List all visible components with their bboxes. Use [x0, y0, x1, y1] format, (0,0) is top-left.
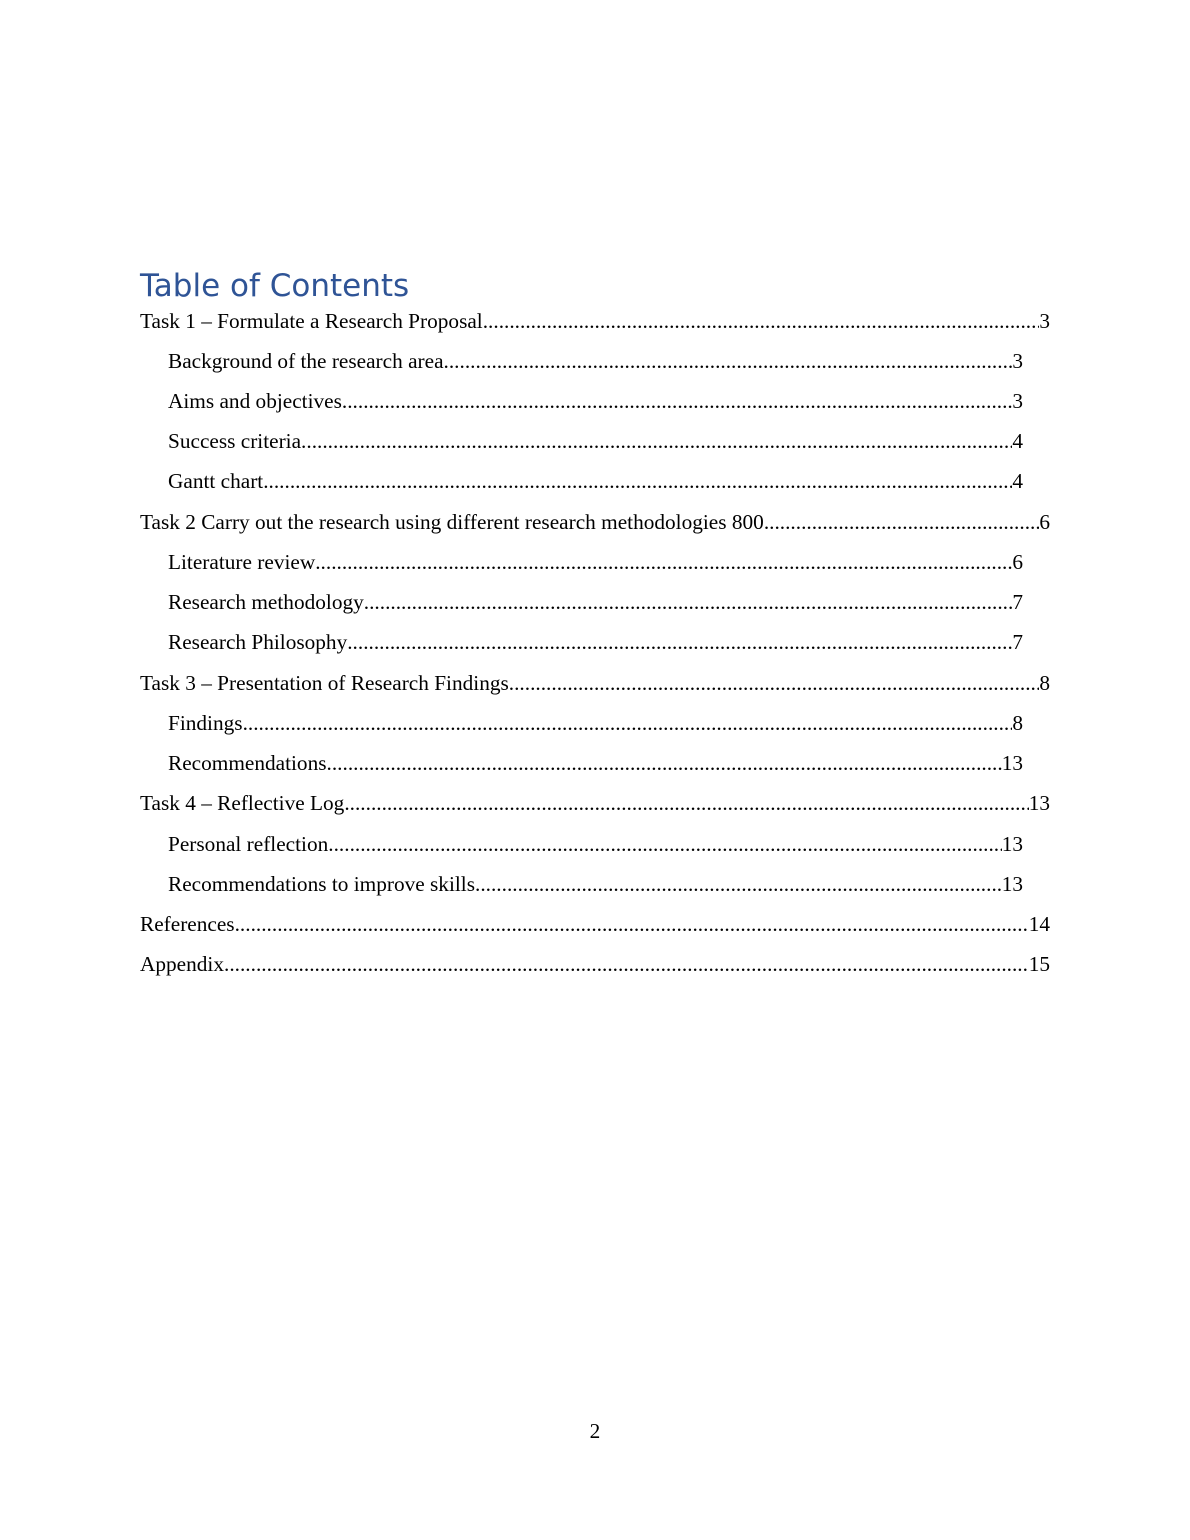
toc-entry-page: 4	[1012, 429, 1023, 453]
toc-entry-page: 3	[1012, 389, 1023, 413]
toc-entry-page: 3	[1039, 309, 1050, 333]
toc-entry-page: 13	[1028, 791, 1050, 815]
dot-leader	[444, 347, 1013, 375]
toc-entry-page: 14	[1028, 912, 1050, 936]
toc-entry-label: Task 2 Carry out the research using different research methodologies 800	[140, 510, 764, 534]
toc-entry-personal-reflection[interactable]	[168, 830, 1023, 858]
toc-entry-label: Findings	[168, 711, 243, 735]
page-number: 2	[589, 1419, 601, 1443]
dot-leader	[342, 387, 1012, 415]
dot-leader	[328, 830, 1001, 858]
dot-leader	[364, 588, 1013, 616]
dot-leader	[243, 709, 1013, 737]
toc-entry-task-1[interactable]	[140, 307, 1050, 335]
toc-entry-page: 13	[1001, 872, 1023, 896]
toc-entry-label: Task 4 – Reflective Log	[140, 791, 345, 815]
dot-leader	[483, 307, 1040, 335]
dot-leader	[344, 789, 1028, 817]
toc-entry-page: 7	[1012, 590, 1023, 614]
toc-entry-page: 13	[1001, 832, 1023, 856]
toc-entry-label: Success criteria	[168, 429, 302, 453]
dot-leader	[347, 628, 1012, 656]
dot-leader	[224, 950, 1029, 978]
toc-entry-label: Task 3 – Presentation of Research Findings	[140, 671, 509, 695]
toc-entry-task-4[interactable]	[140, 789, 1050, 817]
toc-entry-task-3[interactable]	[140, 669, 1050, 697]
toc-entry-label: Recommendations	[168, 751, 327, 775]
toc-entry-literature-review[interactable]	[168, 548, 1023, 576]
dot-leader	[301, 427, 1012, 455]
dot-leader	[764, 508, 1040, 536]
dot-leader	[263, 467, 1012, 495]
toc-entry-recommendations-skills[interactable]	[168, 870, 1023, 898]
toc-entry-label: Background of the research area	[168, 349, 444, 373]
dot-leader	[475, 870, 1002, 898]
toc-entry-research-philosophy[interactable]	[168, 628, 1023, 656]
toc-entry-label: Gantt chart	[168, 469, 264, 493]
toc-entry-appendix[interactable]	[140, 950, 1050, 978]
toc-entry-page: 6	[1012, 550, 1023, 574]
toc-entry-background[interactable]	[168, 347, 1023, 375]
toc-entry-findings[interactable]	[168, 709, 1023, 737]
toc-entry-label: Task 1 – Formulate a Research Proposal	[140, 309, 483, 333]
toc-entry-page: 6	[1039, 510, 1050, 534]
toc-entry-label: Research methodology	[168, 590, 364, 614]
dot-leader	[235, 910, 1029, 938]
toc-entry-aims-objectives[interactable]	[168, 387, 1023, 415]
toc-entry-label: Research Philosophy	[168, 630, 348, 654]
toc-entry-page: 3	[1012, 349, 1023, 373]
toc-entry-page: 4	[1012, 469, 1023, 493]
toc-entry-task-2[interactable]	[140, 508, 1050, 536]
toc-entry-success-criteria[interactable]	[168, 427, 1023, 455]
toc-entry-page: 8	[1039, 671, 1050, 695]
toc-entry-references[interactable]	[140, 910, 1050, 938]
toc-entry-page: 15	[1028, 952, 1050, 976]
toc-entry-label: Recommendations to improve skills	[168, 872, 475, 896]
dot-leader	[509, 669, 1040, 697]
toc-entry-label: Personal reflection	[168, 832, 329, 856]
toc-entry-gantt-chart[interactable]	[168, 467, 1023, 495]
toc-entry-page: 8	[1012, 711, 1023, 735]
toc-heading: Table of Contents	[140, 268, 410, 304]
toc-entry-label: Aims and objectives	[168, 389, 342, 413]
toc-entry-page: 13	[1001, 751, 1023, 775]
dot-leader	[327, 749, 1002, 777]
dot-leader	[315, 548, 1012, 576]
toc-entry-label: Appendix	[140, 952, 224, 976]
toc-entry-label: References	[140, 912, 235, 936]
toc-entry-recommendations[interactable]	[168, 749, 1023, 777]
toc-entry-page: 7	[1012, 630, 1023, 654]
toc-entry-label: Literature review	[168, 550, 316, 574]
toc-entry-research-methodology[interactable]	[168, 588, 1023, 616]
